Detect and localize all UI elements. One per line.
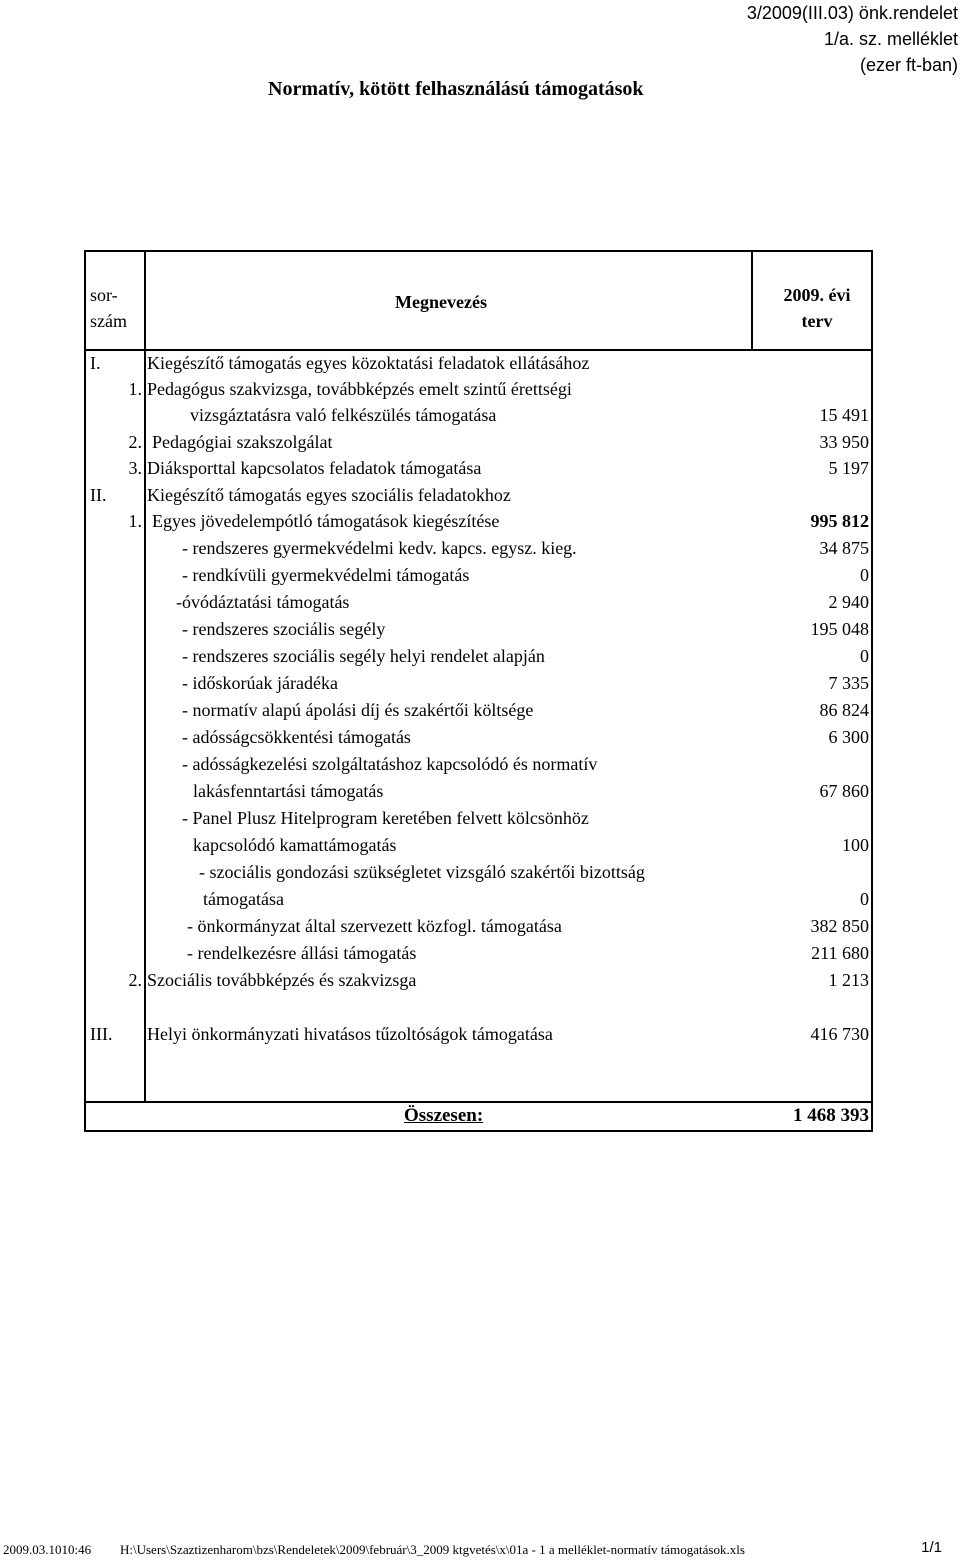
annex-label: 1/a. sz. melléklet [823,29,958,49]
row-name: - rendkívüli gyermekvédelmi támogatás [182,565,470,585]
row-name: Pedagógiai szakszolgálat [152,432,333,452]
column-header-sorszam-line2: szám [90,311,127,331]
unit-label: (ezer ft-ban) [859,55,958,75]
row-value: 6 300 [828,727,869,747]
row-value: 0 [860,646,869,666]
row-value: 195 048 [810,619,869,639]
row-name: - rendszeres gyermekvédelmi kedv. kapcs. egysz. kieg. [182,538,577,558]
row-value: 0 [860,565,869,585]
row-name: lakásfenntartási támogatás [193,781,384,801]
row-value: 7 335 [828,673,869,693]
column-header-sorszam-line1: sor- [90,285,118,305]
row-value: 5 197 [828,458,869,478]
row-value: 2 940 [828,592,869,612]
row-name: vizsgáztatásra való felkészülés támogatása [190,405,497,425]
row-name: -óvódáztatási támogatás [176,592,350,612]
row-value: 211 680 [811,943,869,963]
row-value: 86 824 [819,700,869,720]
row-name: - adósságkezelési szolgáltatáshoz kapcsolódó és normatív [182,754,598,774]
row-name: Kiegészítő támogatás egyes közoktatási feladatok ellátásához [147,353,590,373]
column-header-name: Megnevezés [395,292,487,312]
row-value: 416 730 [810,1024,869,1044]
row-name: - adósságcsökkentési támogatás [182,727,411,747]
print-timestamp: 2009.03.1010:46 [3,1542,92,1557]
row-name: Diáksporttal kapcsolatos feladatok támogatása [147,458,482,478]
row-value: 33 950 [819,432,869,452]
row-name: - normatív alapú ápolási díj és szakértői költsége [182,700,534,720]
row-item-number: 1. [128,511,142,531]
row-name: Szociális továbbképzés és szakvizsga [147,970,417,990]
row-item-number: 2. [128,432,142,452]
row-name: Egyes jövedelempótló támogatások kiegészítése [152,511,500,531]
total-label: Összesen: [404,1105,484,1126]
row-value: 382 850 [810,916,869,936]
row-name: Kiegészítő támogatás egyes szociális feladatokhoz [147,485,511,505]
column-header-value-line1: 2009. évi [783,285,851,305]
row-value: 15 491 [819,405,869,425]
row-item-number: 3. [128,458,142,478]
row-name: - önkormányzat által szervezett közfogl. támogatása [187,916,562,936]
column-header-value-line2: terv [801,311,833,331]
column-header-value [772,282,862,334]
row-name: - Panel Plusz Hitelprogram keretében felvett kölcsönhöz [182,808,589,828]
row-name: Pedagógus szakvizsga, továbbképzés emelt szintű érettségi [147,379,572,399]
column-header-sorszam [90,282,127,334]
row-item-number: 1. [128,379,142,399]
row-name: Helyi önkormányzati hivatásos tűzoltóságok támogatása [147,1024,553,1044]
row-name: - rendszeres szociális segély helyi rendelet alapján [182,646,545,666]
page-number: 1/1 [921,1539,942,1556]
row-value: 0 [860,889,869,909]
row-value: 995 812 [810,511,869,531]
row-name: - időskorúak járadéka [182,673,338,693]
row-name: - szociális gondozási szükségletet vizsgáló szakértői bizottság [199,862,645,882]
row-name: - rendszeres szociális segély [182,619,386,639]
row-name: - rendelkezésre állási támogatás [187,943,417,963]
row-value: 34 875 [819,538,869,558]
row-name: támogatása [203,889,284,909]
row-value: 1 213 [828,970,869,990]
file-path: H:\Users\Szaztizenharom\bzs\Rendeletek\2009\február\3_2009 ktgvetés\x\01a - 1 a melléklet-normatív támogatások.xls [120,1542,745,1557]
total-value: 1 468 393 [793,1105,869,1126]
decree-reference: 3/2009(III.03) önk.rendelet [746,3,958,23]
page-title: Normatív, kötött felhasználású támogatások [268,78,644,100]
row-section-number: III. [90,1024,113,1044]
row-item-number: 2. [128,970,142,990]
row-name: kapcsolódó kamattámogatás [193,835,397,855]
row-value: 100 [842,835,869,855]
row-section-number: I. [90,353,101,373]
row-section-number: II. [90,485,107,505]
row-value: 67 860 [819,781,869,801]
